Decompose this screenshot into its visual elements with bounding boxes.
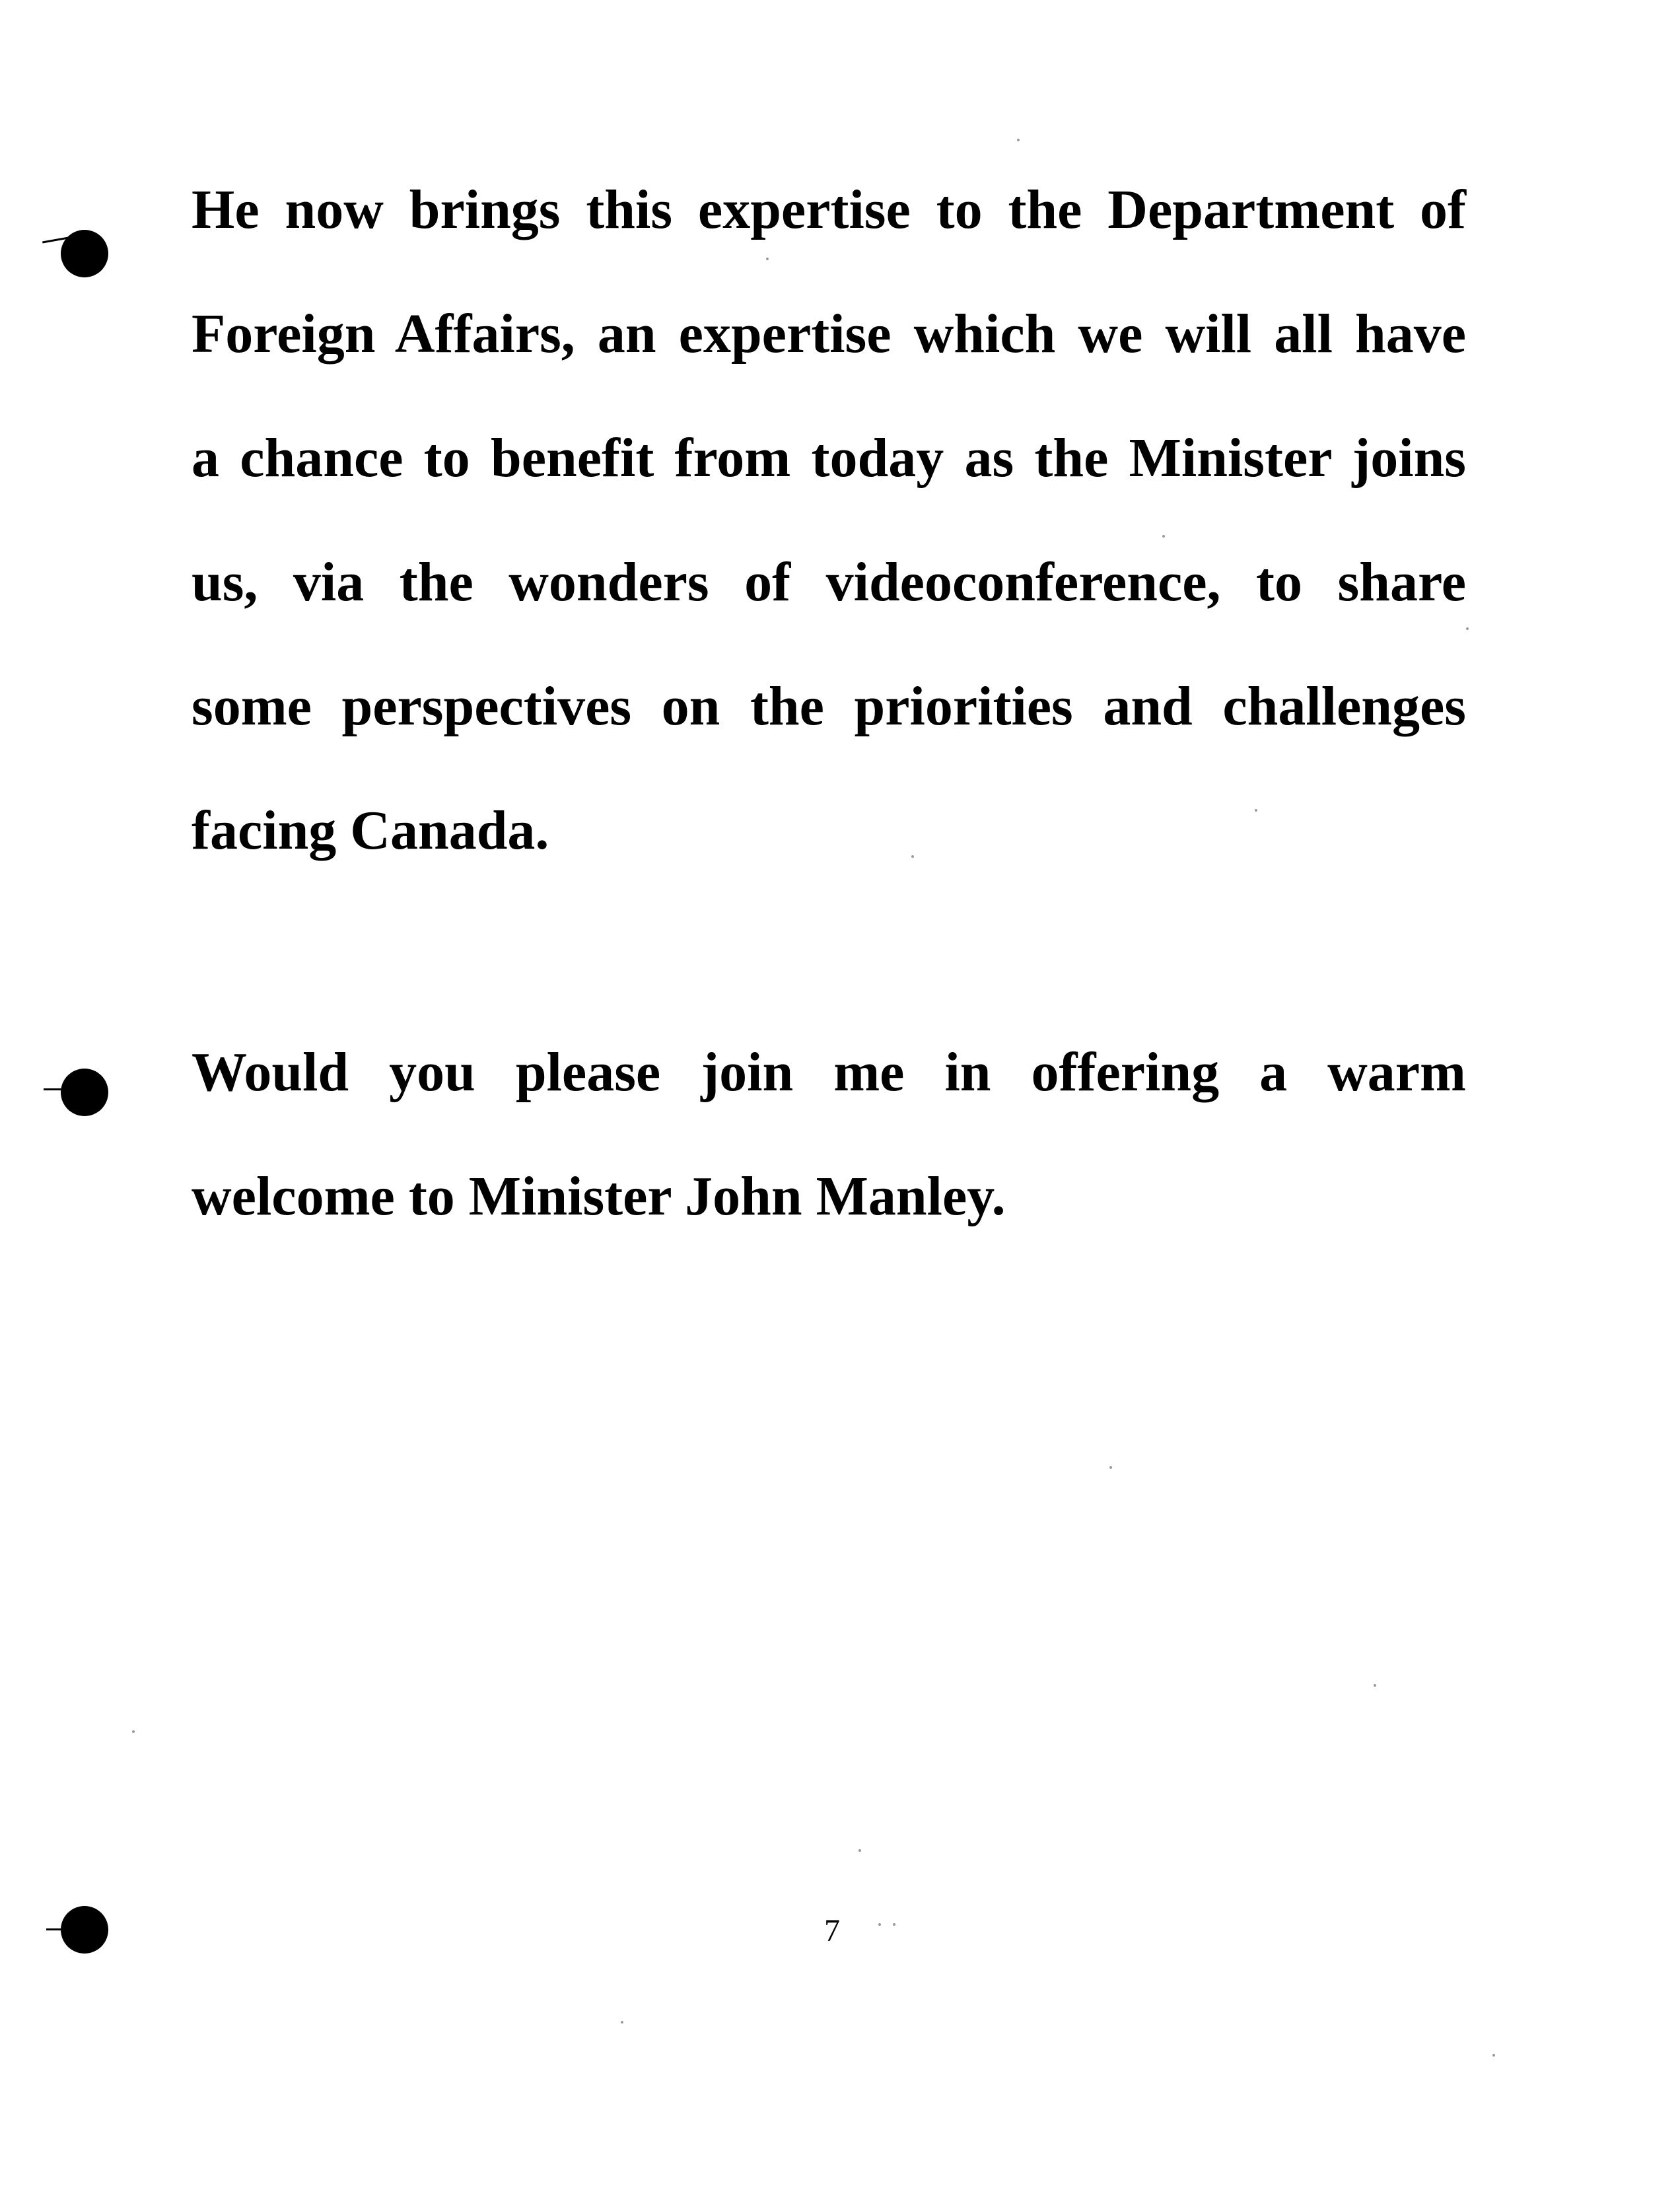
- punch-hole-bottom-mark: [46, 1928, 65, 1930]
- scan-speck: [858, 1849, 861, 1852]
- paragraph-line: Foreign Affairs, an expertise which we will all have: [192, 303, 1466, 365]
- scan-speck: [1255, 809, 1257, 812]
- paragraph-line: He now brings this expertise to the Department of: [192, 179, 1466, 240]
- paragraph-line: us, via the wonders of videoconference, to share: [192, 551, 1466, 613]
- scan-speck: [893, 1923, 895, 1926]
- scan-speck: [132, 1730, 135, 1733]
- paragraph-line: Would you please join me in offering a warm: [192, 1041, 1466, 1103]
- scan-speck: [878, 1923, 881, 1926]
- paragraph-welcome: [192, 1010, 1466, 1259]
- punch-hole-bottom: [61, 1906, 108, 1954]
- punch-hole-middle: [61, 1069, 108, 1116]
- scan-speck: [766, 258, 769, 260]
- paragraph-line: facing Canada.: [192, 800, 549, 861]
- scan-speck: [1374, 1684, 1376, 1687]
- scan-speck: [1162, 535, 1165, 538]
- scan-speck: [1466, 627, 1469, 630]
- scan-speck: [1017, 139, 1020, 141]
- scan-speck: [1109, 1466, 1112, 1469]
- paragraph-line: some perspectives on the priorities and challenges: [192, 676, 1466, 737]
- scan-speck: [1492, 2054, 1495, 2057]
- scan-speck: [621, 2021, 623, 2024]
- punch-hole-middle-mark: [44, 1088, 65, 1090]
- page-number: 7: [824, 1913, 840, 1948]
- paragraph-line: a chance to benefit from today as the Minister joins: [192, 427, 1466, 489]
- paragraph-line: welcome to Minister John Manley.: [192, 1166, 1006, 1227]
- paragraph-expertise: [192, 148, 1466, 893]
- scan-speck: [911, 855, 914, 858]
